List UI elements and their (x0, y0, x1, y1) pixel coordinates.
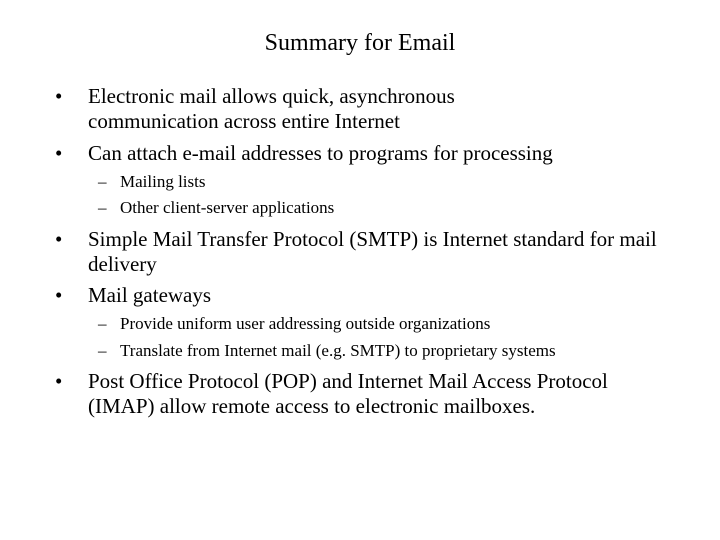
bullet-text: Mail gateways (88, 283, 212, 307)
sub-bullet-marker: – (98, 172, 107, 191)
bullet-marker: • (55, 369, 63, 393)
bullet-item (55, 369, 685, 419)
bullet-text: Post Office Protocol (POP) and Internet Mail Access Protocol (IMAP) allow remote access to electronic mailboxes. (88, 369, 608, 418)
slide-title: Summary for Email (264, 30, 456, 56)
sub-bullet-text: Provide uniform user addressing outside organizations (120, 314, 491, 333)
sub-bullet-marker: – (98, 314, 107, 333)
bullet-text: Simple Mail Transfer Protocol (SMTP) is Internet standard for mail delivery (88, 227, 657, 276)
sub-bullet-item (98, 197, 698, 219)
bullet-item (55, 283, 685, 308)
sub-bullet-marker: – (98, 198, 107, 217)
sub-bullet-item (98, 340, 698, 362)
sub-bullet-text: Mailing lists (120, 172, 206, 191)
bullet-text: Can attach e-mail addresses to programs for processing (88, 141, 553, 165)
sub-bullet-text: Translate from Internet mail (e.g. SMTP) to proprietary systems (120, 341, 556, 360)
bullet-marker: • (55, 283, 63, 307)
bullet-marker: • (55, 227, 63, 251)
bullet-item (55, 227, 685, 277)
bullet-text: Electronic mail allows quick, asynchronous communication across entire Internet (88, 84, 455, 133)
sub-bullet-marker: – (98, 341, 107, 360)
bullet-marker: • (55, 141, 63, 165)
bullet-marker: • (55, 84, 63, 108)
sub-bullet-text: Other client-server applications (120, 198, 335, 217)
bullet-item (55, 84, 685, 134)
sub-bullet-item (98, 313, 698, 335)
sub-bullet-item (98, 171, 698, 193)
bullet-item (55, 141, 685, 166)
